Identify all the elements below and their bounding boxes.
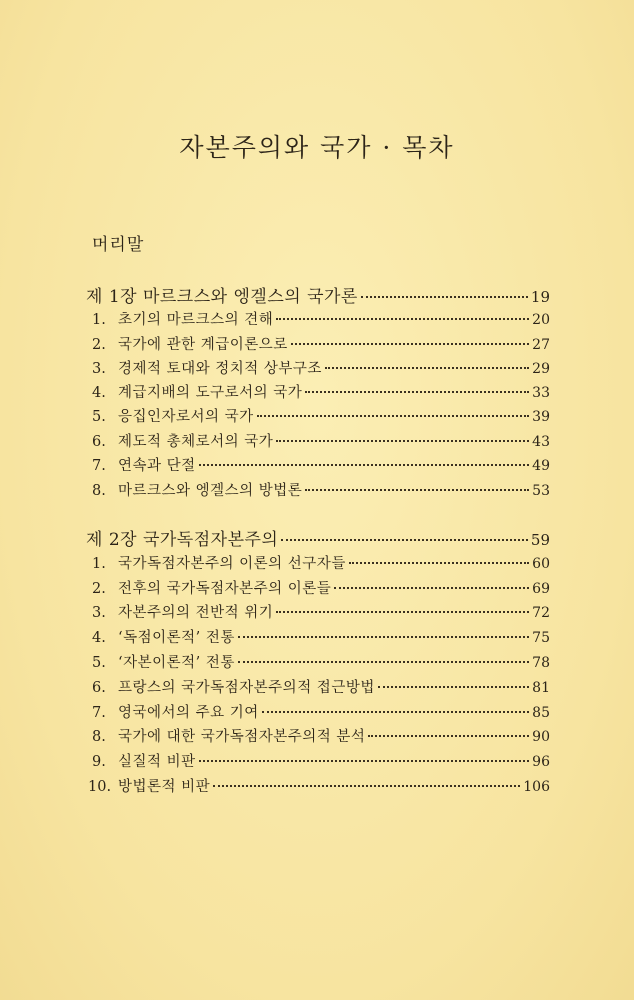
toc-entry [92,701,550,722]
chapter-2-heading [86,525,550,550]
dot-leader [276,611,529,613]
entry-number: 1. [92,312,106,328]
page-number: 69 [532,581,550,597]
toc-entry [92,381,550,402]
dot-leader [257,415,530,417]
entry-number: 7. [92,705,106,721]
dot-leader [334,587,529,589]
page-number: 106 [523,779,550,795]
toc-entry [92,725,550,746]
page-number: 20 [532,312,550,328]
toc-entry [88,775,550,796]
entry-label: 자본주의의 전반적 위기 [118,605,274,621]
toc-entry [92,552,550,573]
toc-entry [92,750,550,771]
toc-entry [92,454,550,475]
entry-number: 5. [92,655,106,671]
page-number: 75 [532,630,550,646]
entry-number: 7. [92,458,106,474]
entry-number: 9. [92,754,106,770]
entry-label: 영국에서의 주요 기여 [118,705,259,721]
entry-number: 3. [92,361,106,377]
page-number: 19 [530,288,550,306]
entry-number: 8. [92,483,106,499]
entry-number: 10. [88,779,112,795]
toc-entry [92,577,550,598]
toc-entry [92,333,550,354]
toc-entry [92,357,550,378]
entry-label: 실질적 비판 [118,754,196,770]
page-number: 90 [532,729,550,745]
toc-entry [92,479,550,500]
entry-label: 초기의 마르크스의 견해 [118,312,274,328]
dot-leader [199,464,530,466]
page-number: 78 [532,655,550,671]
entry-number: 4. [92,630,106,646]
page-title: 자본주의와 국가 · 목차 [179,133,455,162]
entry-label: 계급지배의 도구로서의 국가 [118,385,303,401]
page-number: 27 [532,337,550,353]
dot-leader [368,735,529,737]
entry-number: 2. [92,581,106,597]
entry-number: 3. [92,605,106,621]
dot-leader [361,296,528,298]
entry-number: 6. [92,680,106,696]
dot-leader [213,785,520,787]
page-number: 39 [532,409,550,425]
page-number: 33 [532,385,550,401]
entry-label: 제도적 총체로서의 국가 [118,434,274,450]
entry-label: 프랑스의 국가독점자본주의적 접근방법 [118,680,375,696]
page-number: 81 [532,680,550,696]
page-number: 53 [532,483,550,499]
dot-leader [305,489,529,491]
toc-entry [92,308,550,329]
dot-leader [349,562,529,564]
dot-leader [276,440,529,442]
entry-label: 국가독점자본주의 이론의 선구자들 [118,556,346,572]
entry-number: 2. [92,337,106,353]
page-number: 72 [532,605,550,621]
dot-leader [276,318,529,320]
entry-number: 6. [92,434,106,450]
page-number: 96 [532,754,550,770]
chapter-1-heading [86,282,550,307]
entry-label: 연속과 단절 [118,458,196,474]
entry-label: 응집인자로서의 국가 [118,409,254,425]
entry-label: 마르크스와 엥겔스의 방법론 [118,483,303,499]
page-number: 49 [532,458,550,474]
dot-leader [305,391,529,393]
toc-entry [92,676,550,697]
toc-entry [92,405,550,426]
page-number: 60 [532,556,550,572]
chapter-label: 제 2장 국가독점자본주의 [86,530,279,550]
entry-label: 전후의 국가독점자본주의 이론들 [118,581,332,597]
entry-label: ‘독점이론적’ 전통 [118,630,235,646]
entry-number: 1. [92,556,106,572]
page-number: 43 [532,434,550,450]
page-number: 85 [532,705,550,721]
toc-entry [92,601,550,622]
toc-entry [92,626,550,647]
entry-label: 국가에 대한 국가독점자본주의적 분석 [118,729,366,745]
entry-number: 4. [92,385,106,401]
page-number: 59 [530,531,550,549]
dot-leader [238,636,529,638]
entry-number: 8. [92,729,106,745]
dot-leader [262,711,529,713]
page-number: 29 [532,361,550,377]
dot-leader [378,686,529,688]
entry-label: 경제적 토대와 정치적 상부구조 [118,361,322,377]
entry-label: ‘자본이론적’ 전통 [118,655,235,671]
toc-entry [92,430,550,451]
entry-label: 국가에 관한 계급이론으로 [118,337,288,353]
preface-entry: 머리말 [92,235,145,255]
dot-leader [281,539,528,541]
dot-leader [291,343,529,345]
dot-leader [238,661,529,663]
chapter-label: 제 1장 마르크스와 엥겔스의 국가론 [86,287,358,307]
toc-entry [92,651,550,672]
entry-label: 방법론적 비판 [118,779,211,795]
entry-number: 5. [92,409,106,425]
dot-leader [199,760,530,762]
dot-leader [325,367,529,369]
